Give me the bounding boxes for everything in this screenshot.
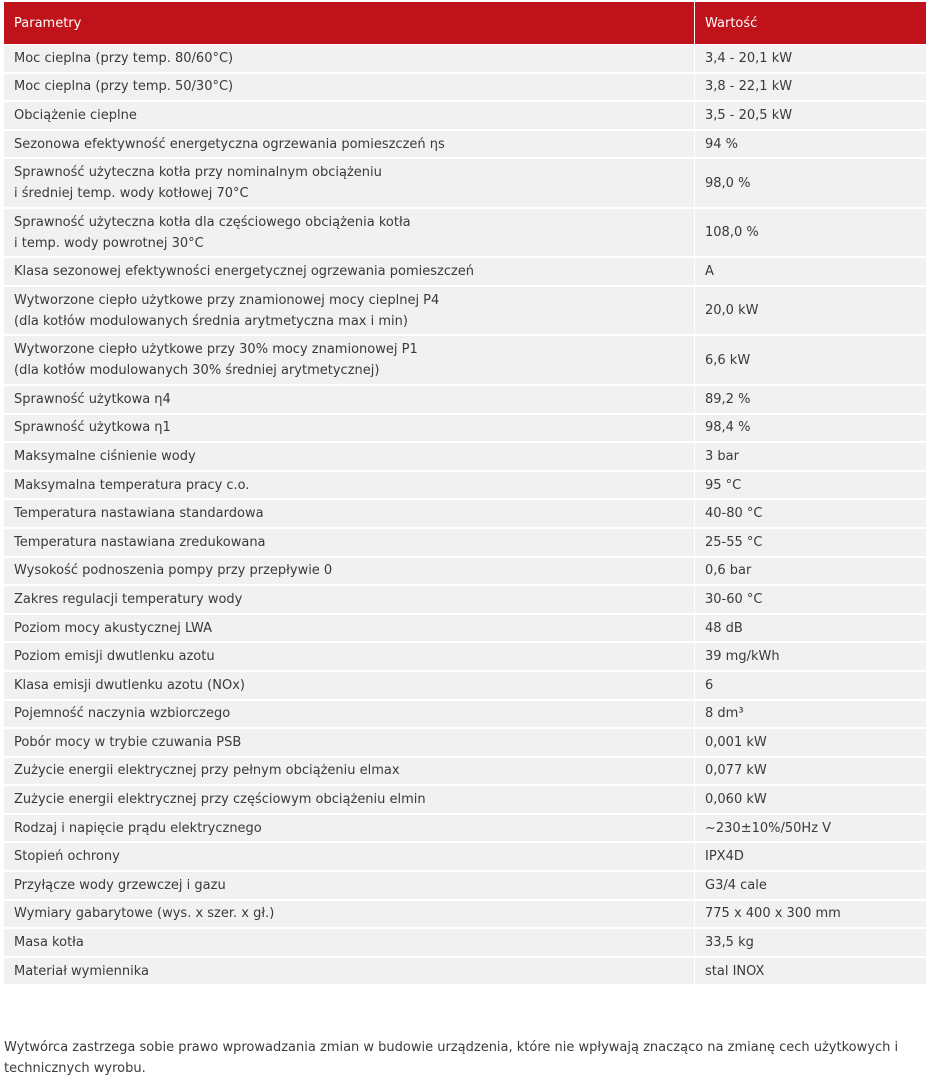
param-cell <box>4 528 694 557</box>
param-text: Sprawność użyteczna kotła dla częściowego obciążenia kotła <box>14 214 411 230</box>
table-row <box>4 335 926 385</box>
table-row <box>4 499 926 528</box>
value-cell: 98,4 % <box>694 414 926 443</box>
table-row <box>4 257 926 286</box>
value-cell: G3/4 cale <box>694 871 926 900</box>
param-cell <box>4 208 694 258</box>
value-cell: 25-55 °C <box>694 528 926 557</box>
table-row <box>4 557 926 586</box>
value-cell: 40-80 °C <box>694 499 926 528</box>
param-cell <box>4 642 694 671</box>
param-text: Stopień ochrony <box>14 849 120 865</box>
value-cell: 3,5 - 20,5 kW <box>694 101 926 130</box>
param-text: Zakres regulacji temperatury wody <box>14 591 243 607</box>
value-cell: 0,001 kW <box>694 728 926 757</box>
value-cell: 0,6 bar <box>694 557 926 586</box>
param-text: Klasa sezonowej efektywności energetycznej ogrzewania pomieszczeń <box>14 264 475 280</box>
param-cell <box>4 585 694 614</box>
param-cell <box>4 671 694 700</box>
value-cell: 6 <box>694 671 926 700</box>
param-text: (dla kotłów modulowanych średnia arytmetyczna max i min) <box>14 313 408 329</box>
param-cell <box>4 785 694 814</box>
table-row <box>4 928 926 957</box>
param-cell <box>4 614 694 643</box>
param-text: Zużycie energii elektrycznej przy częściowym obciążeniu elmin <box>14 792 426 808</box>
param-text: Sezonowa efektywność energetyczna ogrzewania pomieszczeń ηs <box>14 136 445 152</box>
table-row <box>4 814 926 843</box>
table-row <box>4 900 926 929</box>
param-cell <box>4 900 694 929</box>
table-row <box>4 671 926 700</box>
param-text: Wymiary gabarytowe (wys. x szer. x gł.) <box>14 906 275 922</box>
table-row <box>4 442 926 471</box>
param-cell <box>4 385 694 414</box>
table-row <box>4 528 926 557</box>
param-text: Temperatura nastawiana standardowa <box>14 506 264 522</box>
value-cell: 39 mg/kWh <box>694 642 926 671</box>
param-cell <box>4 257 694 286</box>
param-text: Pobór mocy w trybie czuwania PSB <box>14 734 242 750</box>
table-row <box>4 130 926 159</box>
table-body <box>4 44 926 985</box>
value-cell: 3,4 - 20,1 kW <box>694 44 926 73</box>
value-cell: 33,5 kg <box>694 928 926 957</box>
value-cell: ~230±10%/50Hz V <box>694 814 926 843</box>
param-cell <box>4 557 694 586</box>
param-text: Pojemność naczynia wzbiorczego <box>14 706 231 722</box>
param-text: Maksymalna temperatura pracy c.o. <box>14 477 250 493</box>
param-text: Sprawność użyteczna kotła przy nominalnym obciążeniu <box>14 165 382 181</box>
param-text: Sprawność użytkowa η1 <box>14 420 171 436</box>
param-cell <box>4 442 694 471</box>
param-text: Moc cieplna (przy temp. 50/30°C) <box>14 79 234 95</box>
table-row <box>4 728 926 757</box>
disclaimer-note: Wytwórca zastrzega sobie prawo wprowadzania zmian w budowie urządzenia, które nie wpływają znacząco na zmianę cech użytkowych i technicznych wyrobu. <box>4 1040 899 1076</box>
param-cell <box>4 814 694 843</box>
param-text: Wysokość podnoszenia pompy przy przepływie 0 <box>14 563 333 579</box>
param-text: Rodzaj i napięcie prądu elektrycznego <box>14 820 262 836</box>
table-row <box>4 614 926 643</box>
value-cell: 0,077 kW <box>694 757 926 786</box>
table-row <box>4 757 926 786</box>
table-row <box>4 158 926 208</box>
value-cell: 30-60 °C <box>694 585 926 614</box>
param-cell <box>4 757 694 786</box>
param-text: Maksymalne ciśnienie wody <box>14 448 196 464</box>
table-row <box>4 957 926 986</box>
table-row <box>4 101 926 130</box>
param-text: Wytworzone ciepło użytkowe przy znamionowej mocy cieplnej P4 <box>14 292 440 308</box>
param-cell <box>4 335 694 385</box>
table-row <box>4 44 926 73</box>
table-row <box>4 385 926 414</box>
param-text: Temperatura nastawiana zredukowana <box>14 534 266 550</box>
specifications-table <box>4 2 926 985</box>
table-row <box>4 642 926 671</box>
param-text: (dla kotłów modulowanych 30% średniej arytmetycznej) <box>14 363 380 379</box>
value-cell: IPX4D <box>694 842 926 871</box>
param-text: Zużycie energii elektrycznej przy pełnym obciążeniu elmax <box>14 763 400 779</box>
param-text: Poziom mocy akustycznej LWA <box>14 620 213 636</box>
value-cell: 20,0 kW <box>694 286 926 336</box>
table-row <box>4 842 926 871</box>
table-row <box>4 73 926 102</box>
table-row <box>4 871 926 900</box>
param-text: Przyłącze wody grzewczej i gazu <box>14 877 226 893</box>
param-cell <box>4 471 694 500</box>
param-text: i temp. wody powrotnej 30°C <box>14 235 204 251</box>
value-cell: 3,8 - 22,1 kW <box>694 73 926 102</box>
value-cell: 95 °C <box>694 471 926 500</box>
value-cell: 8 dm³ <box>694 700 926 729</box>
param-text: Klasa emisji dwutlenku azotu (NOx) <box>14 677 245 693</box>
param-cell <box>4 158 694 208</box>
table-row <box>4 208 926 258</box>
param-text: Obciążenie cieplne <box>14 107 137 123</box>
table-row <box>4 700 926 729</box>
header-wartosc: Wartość <box>694 2 926 44</box>
value-cell: 6,6 kW <box>694 335 926 385</box>
param-cell <box>4 957 694 986</box>
param-text: Materiał wymiennika <box>14 963 149 979</box>
value-cell: 48 dB <box>694 614 926 643</box>
table-row <box>4 414 926 443</box>
value-cell: 98,0 % <box>694 158 926 208</box>
value-cell: 94 % <box>694 130 926 159</box>
param-cell <box>4 728 694 757</box>
param-text: i średniej temp. wody kotłowej 70°C <box>14 186 249 202</box>
param-text: Masa kotła <box>14 935 84 951</box>
value-cell: stal INOX <box>694 957 926 986</box>
value-cell: 0,060 kW <box>694 785 926 814</box>
param-cell <box>4 414 694 443</box>
value-cell: 89,2 % <box>694 385 926 414</box>
param-cell <box>4 73 694 102</box>
table-header-row <box>4 2 926 44</box>
param-text: Sprawność użytkowa η4 <box>14 391 171 407</box>
param-cell <box>4 101 694 130</box>
param-text: Moc cieplna (przy temp. 80/60°C) <box>14 50 234 66</box>
value-cell: 3 bar <box>694 442 926 471</box>
value-cell: 108,0 % <box>694 208 926 258</box>
param-cell <box>4 499 694 528</box>
param-text: Poziom emisji dwutlenku azotu <box>14 649 215 665</box>
param-text: Wytworzone ciepło użytkowe przy 30% mocy znamionowej P1 <box>14 342 418 358</box>
param-cell <box>4 842 694 871</box>
param-cell <box>4 928 694 957</box>
table-row <box>4 785 926 814</box>
table-row <box>4 471 926 500</box>
table-row <box>4 286 926 336</box>
param-cell <box>4 130 694 159</box>
param-cell <box>4 700 694 729</box>
value-cell: 775 x 400 x 300 mm <box>694 900 926 929</box>
param-cell <box>4 286 694 336</box>
header-parametry: Parametry <box>4 2 694 44</box>
param-cell <box>4 44 694 73</box>
value-cell: A <box>694 257 926 286</box>
param-cell <box>4 871 694 900</box>
table-row <box>4 585 926 614</box>
